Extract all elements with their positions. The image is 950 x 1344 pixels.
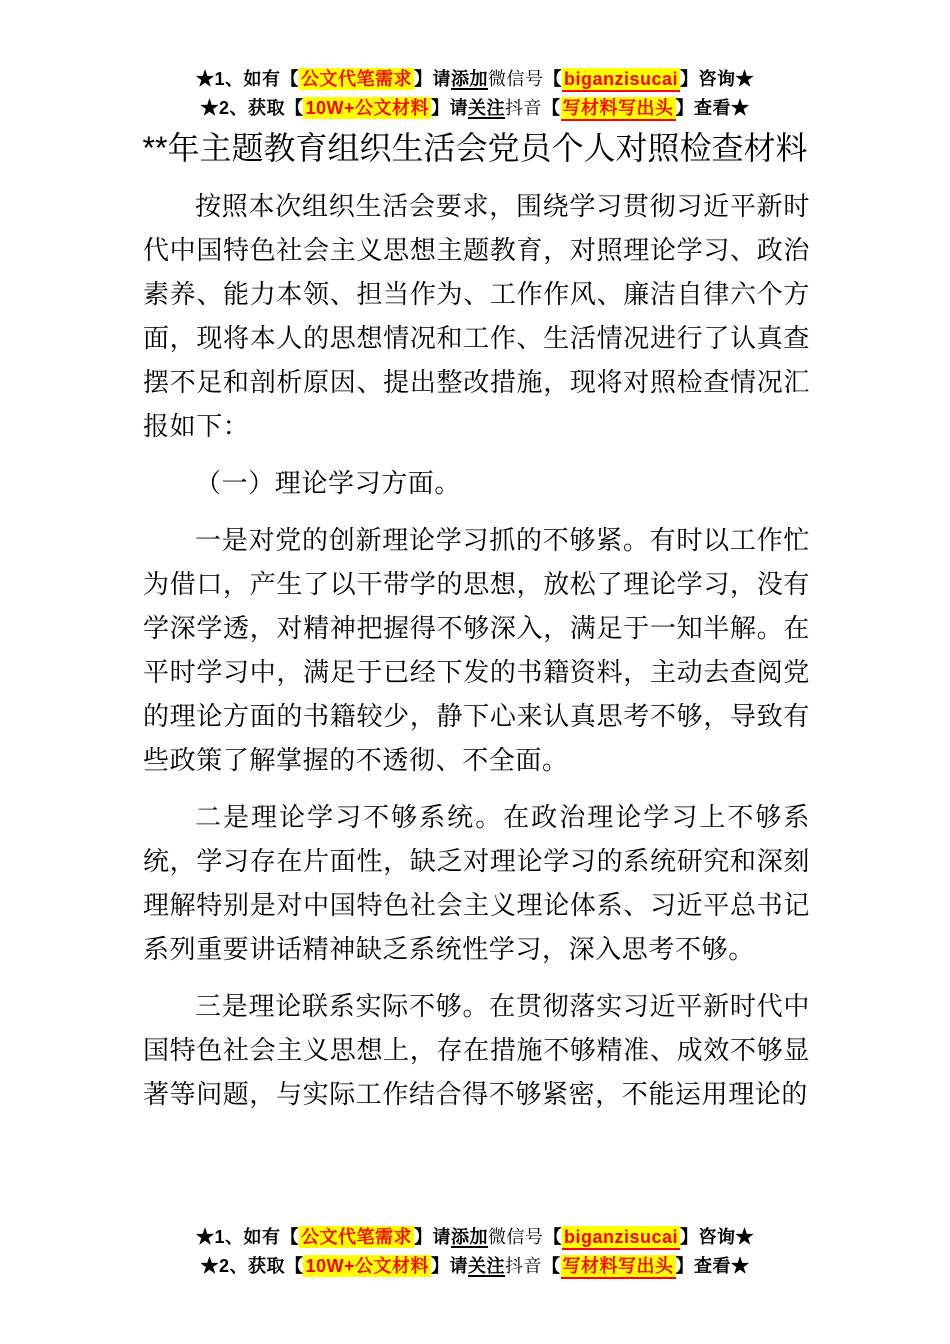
paragraph-point-three: 三是理论联系实际不够。在贯彻落实习近平新时代中国特色社会主义思想上，存在措施不够精准、成效不够显著等问题，与实际工作结合得不够紧密，不能运用理论的 xyxy=(143,991,810,1109)
notice-suffix: 】查看★ xyxy=(675,1256,750,1276)
underlined-follow: 关注 xyxy=(468,1256,506,1276)
notice-suffix: 】咨询★ xyxy=(680,69,755,89)
notice-bracket: 【 xyxy=(542,1256,561,1276)
notice-wechat-label: 微信号 xyxy=(487,69,544,89)
underlined-follow: 关注 xyxy=(468,98,506,118)
highlight-wechat-id: biganzisucai xyxy=(562,1226,680,1250)
paragraph-intro: 按照本次组织生活会要求，围绕学习贯彻习近平新时代中国特色社会主义思想主题教育，对照理论学习、政治素养、能力本领、担当作为、工作作风、廉洁自律六个方面，现将本人的思想情况和工作、生活情况进行了认真查摆不足和剖析原因、提出整改措施，现将对照检查情况汇报如下： xyxy=(143,191,810,441)
promo-header-line-1 xyxy=(0,65,950,94)
promo-header xyxy=(0,0,950,123)
section-heading-theory-study: （一）理论学习方面。 xyxy=(195,468,462,498)
promo-header-line-2 xyxy=(0,94,950,123)
highlight-wechat-id: biganzisucai xyxy=(562,68,680,92)
notice-text: 】请 xyxy=(431,1256,469,1276)
promo-footer xyxy=(0,1223,950,1281)
highlight-writing-service: 公文代笔需求 xyxy=(300,69,412,89)
document-title: **年主题教育组织生活会党员个人对照检查材料 xyxy=(142,130,808,166)
notice-bracket: 【 xyxy=(542,98,561,118)
notice-douyin-label: 抖音 xyxy=(505,98,543,118)
notice-wechat-label: 微信号 xyxy=(487,1227,544,1247)
document-body xyxy=(0,172,950,1116)
underlined-add: 添加 xyxy=(450,1227,488,1247)
paragraph-point-one: 一是对党的创新理论学习抓的不够紧。有时以工作忙为借口，产生了以干带学的思想，放松了理论学习，没有学深学透，对精神把握得不够深入，满足于一知半解。在平时学习中，满足于已经下发的书籍资料，主动去查阅党的理论方面的书籍较少，静下心来认真思考不够，导致有些政策了解掌握的不透彻、不全面。 xyxy=(143,525,810,775)
highlight-material-pack: 10W+公文材料 xyxy=(305,98,430,118)
notice-prefix: ★1、如有【 xyxy=(195,1227,299,1247)
underlined-add: 添加 xyxy=(450,69,488,89)
notice-text: 】请 xyxy=(413,1227,451,1247)
promo-footer-line-2 xyxy=(0,1252,950,1281)
highlight-douyin-id: 写材料写出头 xyxy=(561,1255,676,1279)
notice-prefix: ★2、获取【 xyxy=(200,1256,304,1276)
highlight-material-pack: 10W+公文材料 xyxy=(305,1256,430,1276)
notice-douyin-label: 抖音 xyxy=(505,1256,543,1276)
highlight-douyin-id: 写材料写出头 xyxy=(561,97,676,121)
paragraph-point-two: 二是理论学习不够系统。在政治理论学习上不够系统，学习存在片面性，缺乏对理论学习的系统研究和深刻理解特别是对中国特色社会主义理论体系、习近平总书记系列重要讲话精神缺乏系统性学习，深入思考不够。 xyxy=(143,802,810,964)
promo-footer-line-1 xyxy=(0,1223,950,1252)
notice-bracket: 【 xyxy=(543,69,562,89)
notice-suffix: 】查看★ xyxy=(675,98,750,118)
notice-prefix: ★2、获取【 xyxy=(200,98,304,118)
notice-bracket: 【 xyxy=(543,1227,562,1247)
highlight-writing-service: 公文代笔需求 xyxy=(300,1227,412,1247)
notice-text: 】请 xyxy=(413,69,451,89)
notice-text: 】请 xyxy=(431,98,469,118)
notice-prefix: ★1、如有【 xyxy=(195,69,299,89)
notice-suffix: 】咨询★ xyxy=(680,1227,755,1247)
